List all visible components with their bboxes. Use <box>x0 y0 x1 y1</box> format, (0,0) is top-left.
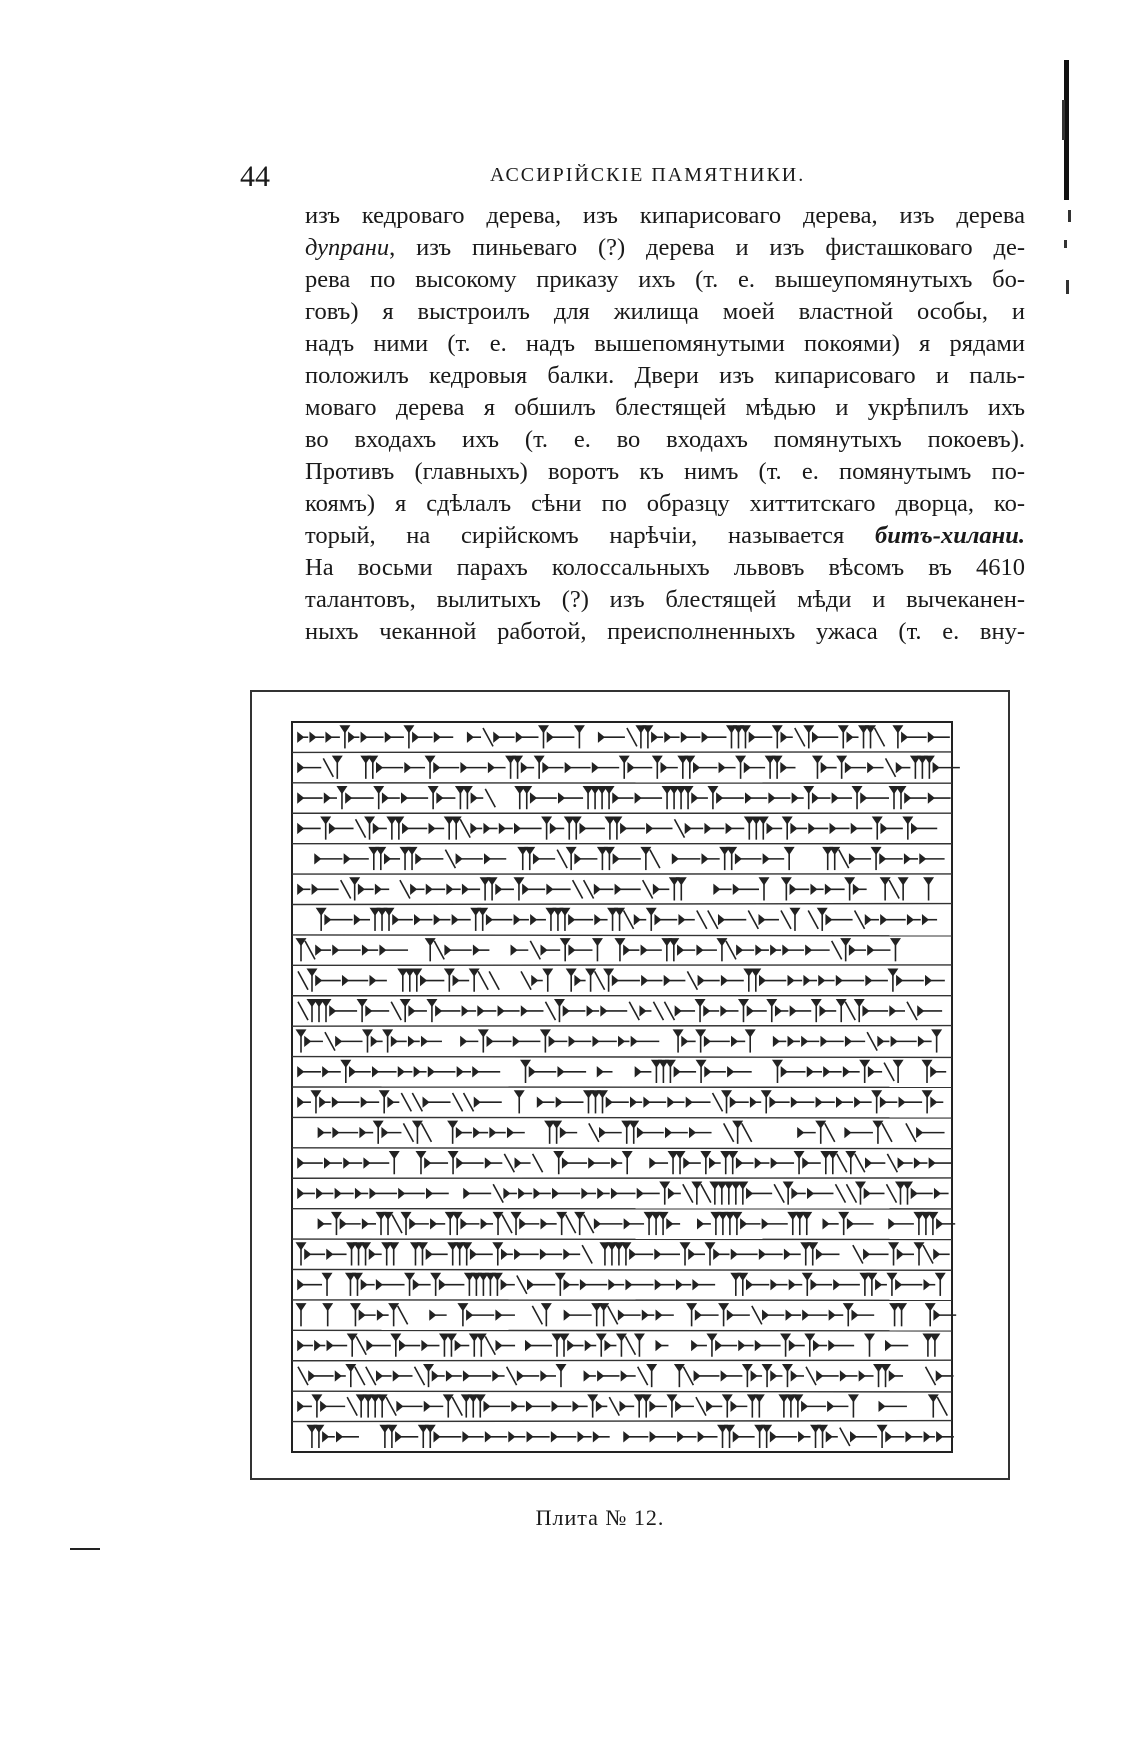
text-run: надъ ними (т. е. надъ вышепомянутыми покоями) я рядами <box>305 330 1025 357</box>
cuneiform-row <box>298 1061 946 1083</box>
cuneiform-row <box>298 726 950 748</box>
cuneiform-row <box>298 878 933 900</box>
text-run: во входахъ ихъ (т. е. во входахъ помянутыхъ покоевъ). <box>305 426 1025 453</box>
cuneiform-inscription-image <box>252 692 1012 1482</box>
cuneiform-row <box>298 1395 947 1417</box>
cuneiform-row <box>298 1091 943 1113</box>
cuneiform-row <box>298 1182 949 1204</box>
cuneiform-row <box>297 939 899 961</box>
cuneiform-row <box>298 756 960 778</box>
text-line <box>305 232 1025 264</box>
text-run: изъ кедроваго дерева, изъ кипарисоваго дерева, изъ дерева <box>305 202 1025 229</box>
text-run: На восьми парахъ колоссальныхъ львовъ вѣсомъ въ 4610 <box>305 554 1025 581</box>
text-run: говъ) я выстроилъ для жилища моей властной особы, и <box>305 298 1025 325</box>
text-run: ныхъ чеканной работой, преисполненныхъ ужаса (т. е. вну- <box>305 618 1025 645</box>
cuneiform-row <box>298 1152 953 1174</box>
margin-dash <box>70 1548 100 1550</box>
cuneiform-row <box>318 1121 944 1143</box>
text-run: , изъ пиньеваго (?) дерева и изъ фисташковаго де- <box>389 234 1025 261</box>
cuneiform-row <box>298 969 945 991</box>
text-line <box>305 584 1025 616</box>
cuneiform-row <box>318 1213 955 1235</box>
text-line <box>305 424 1025 456</box>
text-run: талантовъ, вылитыхъ (?) изъ блестящей мѣди и вычеканен- <box>305 586 1025 613</box>
text-run: коямъ) я сдѣлалъ сѣни по образцу хиттитскаго дворца, ко- <box>305 490 1025 517</box>
emphasized-term: дупрани <box>305 234 390 261</box>
text-line <box>305 520 1025 552</box>
text-line <box>305 552 1025 584</box>
emphasized-term: битъ-хиланu. <box>874 522 1025 549</box>
cuneiform-row <box>297 1243 950 1265</box>
text-run: моваго дерева я обшилъ блестящей мѣдью и укрѣпилъ ихъ <box>305 394 1025 421</box>
text-line <box>305 328 1025 360</box>
text-run: Противъ (главныхъ) воротъ къ нимъ (т. е. помянутымъ по- <box>305 458 1025 485</box>
text-run: рева по высокому приказу ихъ (т. е. вышеупомянутыхъ бо- <box>305 266 1025 293</box>
plate-caption-text: Плита № 12. <box>535 1505 665 1530</box>
running-head: АССИРІЙСКІЕ ПАМЯТНИКИ. <box>490 164 806 186</box>
text-line <box>305 264 1025 296</box>
cuneiform-row <box>298 1000 942 1022</box>
cuneiform-row <box>298 787 951 809</box>
text-run: торый, на сирійскомъ нарѣчіи, называется <box>305 522 875 549</box>
text-line <box>305 456 1025 488</box>
cuneiform-row <box>298 817 937 839</box>
text-line <box>305 392 1025 424</box>
cuneiform-row <box>297 1304 956 1326</box>
text-line <box>305 616 1025 648</box>
cuneiform-row <box>315 848 945 870</box>
cuneiform-plate <box>250 690 1010 1480</box>
text-line <box>305 488 1025 520</box>
text-line <box>305 200 1025 232</box>
cuneiform-row <box>298 1274 944 1296</box>
body-text <box>305 200 1025 648</box>
cuneiform-row <box>298 1334 939 1356</box>
plate-caption <box>0 1505 1140 1531</box>
cuneiform-row <box>297 1030 941 1052</box>
text-line <box>305 296 1025 328</box>
cuneiform-row <box>308 1426 954 1448</box>
cuneiform-row <box>298 1365 954 1387</box>
text-run: положилъ кедровыя балки. Двери изъ кипарисоваго и паль- <box>305 362 1025 389</box>
margin-ink-marks <box>1050 40 1074 300</box>
page-number: 44 <box>240 160 270 193</box>
text-line <box>305 360 1025 392</box>
cuneiform-row <box>317 909 937 931</box>
